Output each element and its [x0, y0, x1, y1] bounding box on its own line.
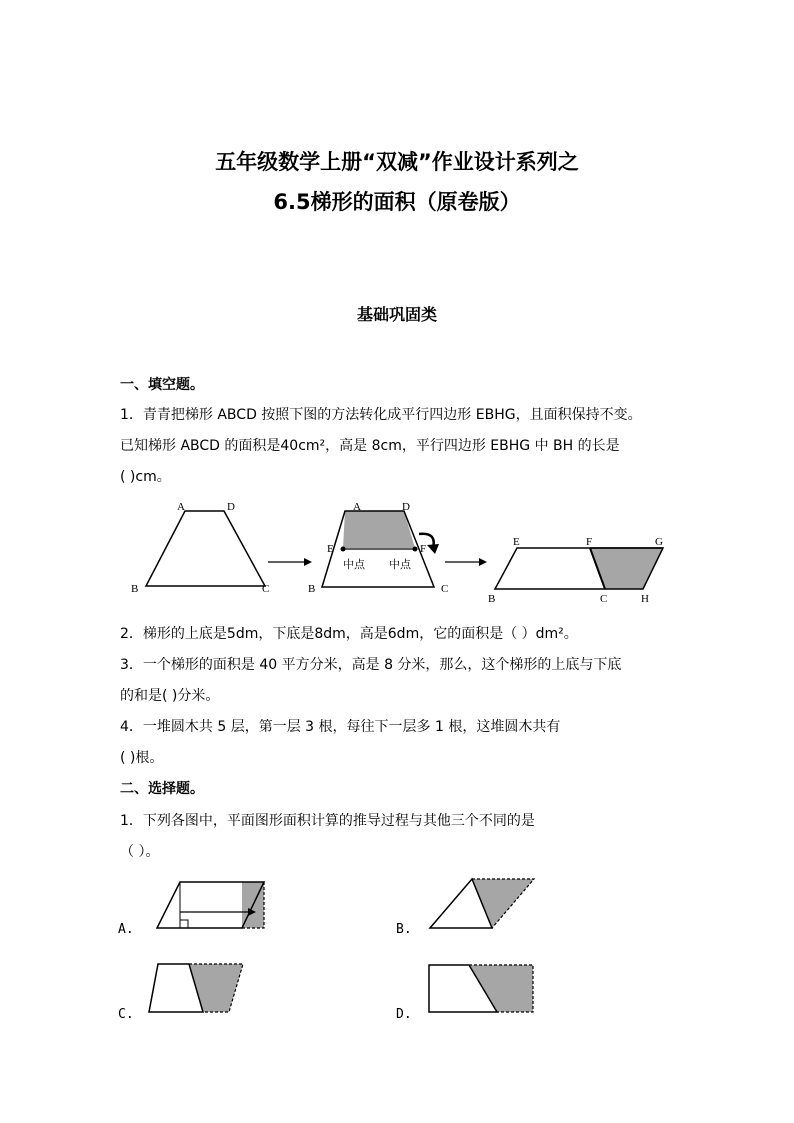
option-d-label: D. — [396, 1007, 412, 1022]
part1-heading: 一、填空题。 — [120, 377, 204, 393]
q4-line-1: 4．一堆圆木共 5 层，第一层 3 根，每往下一层多 1 根，这堆圆木共有 — [120, 719, 561, 735]
q2-text: 2．梯形的上底是5dm，下底是8dm，高是6dm，它的面积是（ ）dm²。 — [120, 626, 578, 642]
label-b2: B — [308, 583, 316, 595]
option-b-figure — [425, 875, 540, 933]
q1-line-2: 已知梯形 ABCD 的面积是40cm²，高是 8cm，平行四边形 EBHG 中 BH 的长是 — [120, 438, 620, 454]
midpoint-e — [341, 547, 346, 552]
label-c2: C — [441, 583, 449, 595]
label-c3: C — [600, 593, 608, 605]
midpoint-label-right: 中点 — [389, 558, 411, 571]
section-title: 基础巩固类 — [356, 305, 437, 324]
option-c-label: C. — [118, 1007, 134, 1022]
label-c: C — [262, 583, 270, 595]
option-a-label: A. — [118, 922, 134, 937]
transform-arrow-2 — [445, 556, 490, 568]
label-h: H — [641, 593, 649, 605]
part2-heading: 二、选择题。 — [120, 781, 204, 797]
figure-parallelogram-ebhg — [485, 534, 675, 606]
q3-line-1: 3．一个梯形的面积是 40 平方分米，高是 8 分米，那么，这个梯形的上底与下底 — [120, 657, 622, 673]
label-e: E — [327, 543, 334, 555]
label-b: B — [131, 583, 139, 595]
q1-line-1: 1．青青把梯形 ABCD 按照下图的方法转化成平行四边形 EBHG，且面积保持不变。 — [120, 407, 642, 423]
label-d2: D — [402, 501, 410, 513]
label-b3: B — [488, 593, 496, 605]
midpoint-label-left: 中点 — [343, 558, 365, 571]
label-e3: E — [513, 536, 520, 548]
figure-trapezoid-midpoints — [305, 498, 455, 598]
label-a2: A — [353, 501, 361, 513]
label-a: A — [177, 501, 185, 513]
midpoint-f — [413, 547, 418, 552]
page-title-line-1: 五年级数学上册“双减”作业设计系列之 — [215, 150, 579, 174]
option-a-figure — [150, 875, 270, 933]
page-title-line-2: 6.5梯形的面积（原卷版） — [273, 190, 521, 214]
label-f3: F — [586, 536, 593, 548]
label-d: D — [227, 501, 235, 513]
option-d-figure — [425, 960, 540, 1018]
q3-line-2: 的和是( )分米。 — [120, 688, 220, 704]
figure-trapezoid-abcd — [125, 498, 285, 598]
option-b-label: B. — [396, 922, 412, 937]
option-c-figure — [145, 960, 250, 1018]
label-f: F — [420, 543, 427, 555]
q1-line-3: ( )cm。 — [120, 469, 171, 485]
choice-q1-line-2: （ ）。 — [120, 844, 160, 860]
choice-q1-line-1: 1．下列各图中，平面图形面积计算的推导过程与其他三个不同的是 — [120, 813, 535, 829]
q4-line-2: ( )根。 — [120, 750, 164, 766]
label-g: G — [655, 536, 663, 548]
